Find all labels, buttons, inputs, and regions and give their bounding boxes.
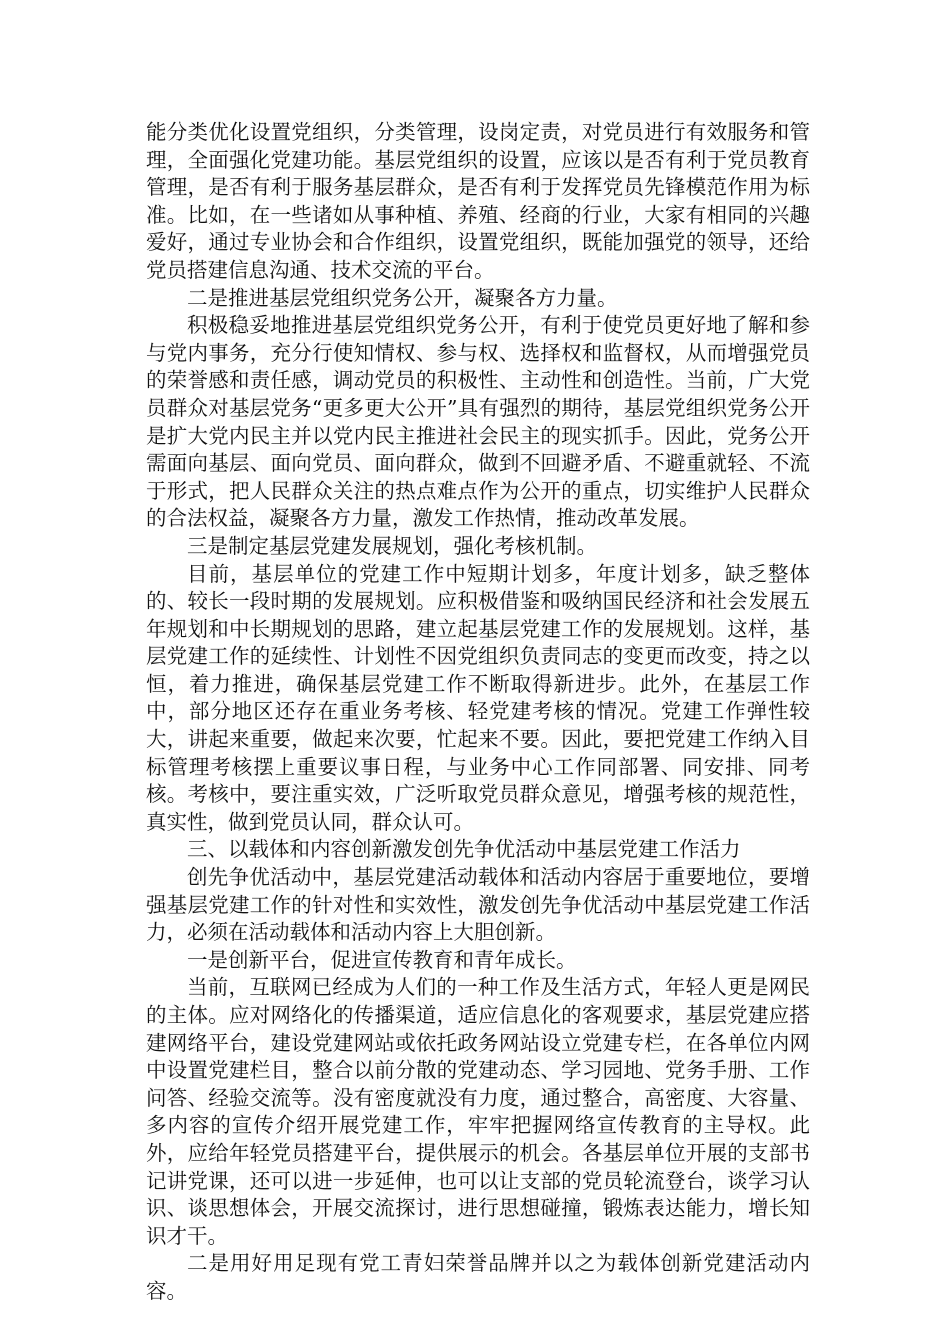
section-point-heading: 一是创新平台，促进宣传教育和青年成长。: [187, 947, 577, 972]
paragraph: 目前，基层单位的党建工作中短期计划多，年度计划多，缺乏整体的、较长一段时期的发展规划。应积极借鉴和吸纳国民经济和社会发展五年规划和中长期规划的思路，建立起基层党建工作的发展规划。这样，基层党建工作的延续性、计划性不因党组织负责同志的变更而改变，持之以恒，着力推进，确保基层党建工作不断取得新进步。此外，在基层工作中，部分地区还存在重业务考核、轻党建考核的情况。党建工作弹性较大，讲起来重要，做起来次要，忙起来不要。因此，要把党建工作纳入目标管理考核摆上重要议事日程，与业务中心工作同部署、同安排、同考核。考核中，要注重实效，广泛听取党员群众意见，增强考核的规范性，真实性，做到党员认同，群众认可。: [146, 561, 810, 834]
section-point-heading: 三是制定基层党建发展规划，强化考核机制。: [187, 533, 597, 558]
section-point-heading: 二是用好用足现有党工青妇荣誉品牌并以之为载体创新党建活动内容。: [146, 1251, 810, 1303]
paragraph: 积极稳妥地推进基层党组织党务公开，有利于使党员更好地了解和参与党内事务，充分行使知情权、参与权、选择权和监督权，从而增强党员的荣誉感和责任感，调动党员的积极性、主动性和创造性。当前，广大党员群众对基层党务“更多更大公开”具有强烈的期待，基层党组织党务公开是扩大党内民主并以党内民主推进社会民主的现实抓手。因此，党务公开需面向基层、面向党员、面向群众，做到不回避矛盾、不避重就轻、不流于形式，把人民群众关注的热点难点作为公开的重点，切实维护人民群众的合法权益，凝聚各方力量，激发工作热情，推动改革发展。: [146, 313, 810, 531]
paragraph: 当前，互联网已经成为人们的一种工作及生活方式，年轻人更是网民的主体。应对网络化的传播渠道，适应信息化的客观要求，基层党建应搭建网络平台，建设党建网站或依托政务网站设立党建专栏，在各单位内网中设置党建栏目，整合以前分散的党建动态、学习园地、党务手册、工作问答、经验交流等。没有密度就没有力度，通过整合，高密度、大容量、多内容的宣传介绍开展党建工作，牢牢把握网络宣传教育的主导权。此外，应给年轻党员搭建平台，提供展示的机会。各基层单位开展的支部书记讲党课，还可以进一步延伸，也可以让支部的党员轮流登台，谈学习认识、谈思想体会，开展交流探讨，进行思想碰撞，锻炼表达能力，增长知识才干。: [146, 975, 810, 1248]
section-point-heading: 二是推进基层党组织党务公开，凝聚各方力量。: [187, 285, 618, 310]
section-heading: 三、以载体和内容创新激发创先争优活动中基层党建工作活力: [187, 837, 741, 862]
document-body: [146, 119, 810, 1306]
paragraph: 能分类优化设置党组织，分类管理，设岗定责，对党员进行有效服务和管理，全面强化党建功能。基层党组织的设置，应该以是否有利于党员教育管理，是否有利于服务基层群众，是否有利于发挥党员先锋模范作用为标准。比如，在一些诸如从事种植、养殖、经商的行业，大家有相同的兴趣爱好，通过专业协会和合作组织，设置党组织，既能加强党的领导，还给党员搭建信息沟通、技术交流的平台。: [146, 120, 810, 282]
paragraph: 创先争优活动中，基层党建活动载体和活动内容居于重要地位，要增强基层党建工作的针对性和实效性，激发创先争优活动中基层党建工作活力，必须在活动载体和活动内容上大胆创新。: [146, 865, 810, 945]
